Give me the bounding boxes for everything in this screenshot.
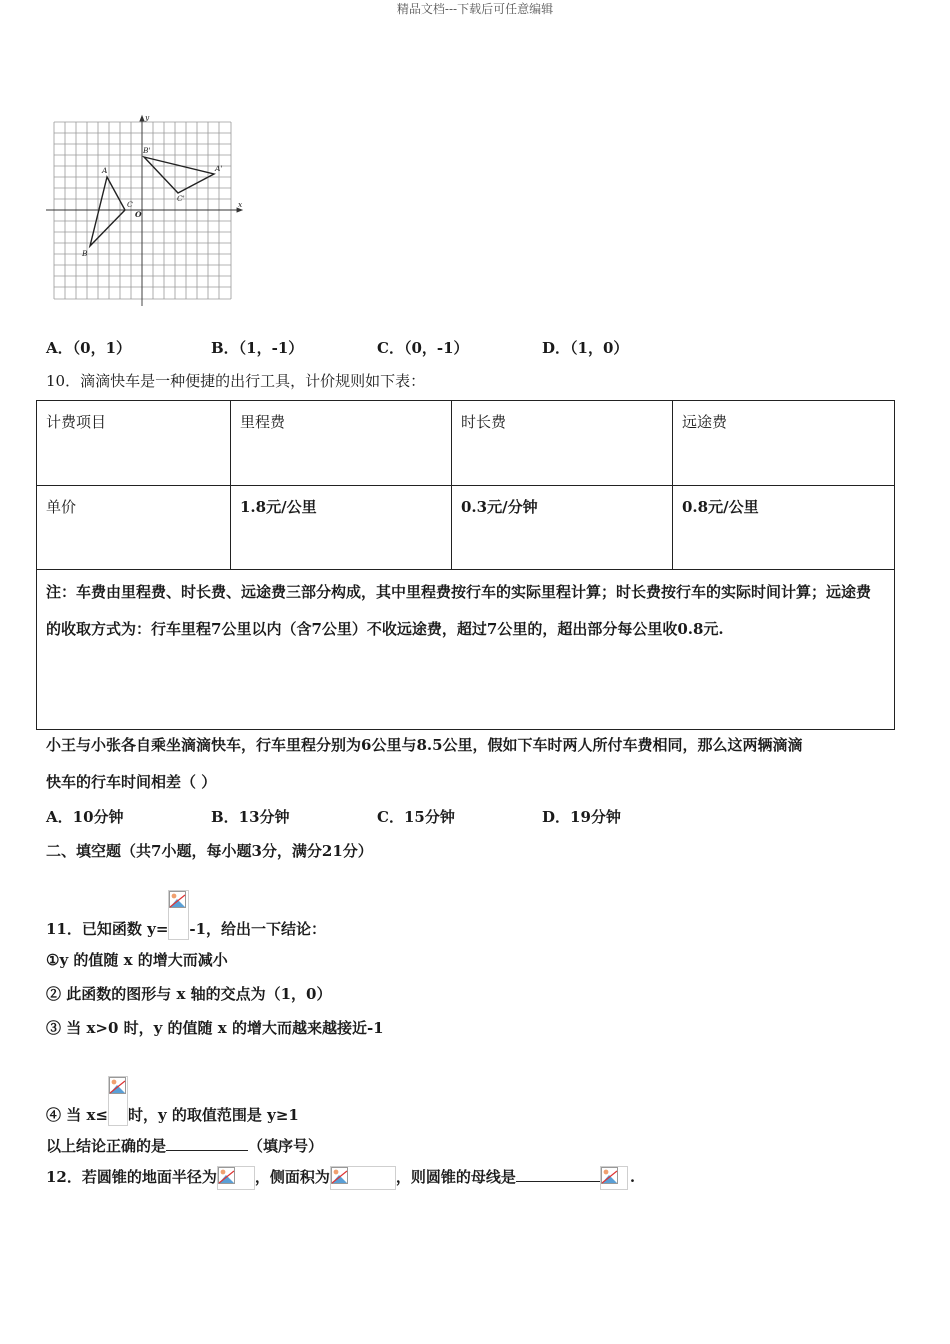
label-c-prime: C' (177, 194, 185, 203)
table-cell: 0.8元/公里 (673, 486, 895, 570)
q12-stem (46, 1166, 635, 1190)
q10-stem: 10．滴滴快车是一种便捷的出行工具，计价规则如下表： (46, 372, 426, 390)
page-header: 精品文档---下载后可任意编辑 (396, 2, 554, 16)
table-cell: 单价 (37, 486, 231, 570)
formula-image-placeholder (168, 890, 189, 940)
q9-option-c: C．（0，-1） (377, 339, 469, 357)
table-note: 注：车费由里程费、时长费、远途费三部分构成，其中里程费按行车的实际里程计算；时长费按行车的实际时间计算；远途费的收取方式为：行车里程7公里以内（含7公里）不收远途费，超过7公里的，超出部分每公里收0.8元. (37, 570, 895, 730)
table-cell: 1.8元/公里 (231, 486, 452, 570)
label-x: x (238, 200, 243, 209)
table-note-row (37, 570, 895, 730)
answer-blank[interactable] (516, 1181, 600, 1182)
label-b-prime: B' (143, 146, 151, 155)
q11-conclusion-2: ② 此函数的图形与 x 轴的交点为（1，0） (46, 985, 332, 1003)
q11-conclusion-1: ①y 的值随 x 的增大而减小 (46, 951, 228, 969)
section-title: 二、填空题（共7小题，每小题3分，满分21分） (46, 842, 373, 860)
table-row (37, 486, 895, 570)
q11-stem-post: -1，给出一下结论： (189, 920, 327, 938)
broken-image-icon (109, 1077, 126, 1094)
label-y: y (145, 113, 150, 122)
q9-option-b: B．（1，-1） (211, 339, 304, 357)
q11-answer-post: （填序号） (248, 1137, 324, 1155)
q11-c4-pre: ④ 当 x≤ (46, 1106, 108, 1124)
q11-stem-pre: 11．已知函数 y= (46, 920, 169, 938)
q12-part1: 12．若圆锥的地面半径为 (46, 1168, 217, 1186)
q11-c4-post: 时，y 的取值范围是 y≥1 (127, 1106, 299, 1124)
label-a: A (102, 166, 108, 175)
y-arrow (140, 116, 144, 121)
q9-option-d: D．（1，0） (542, 339, 629, 357)
table-header-cell: 计费项目 (37, 401, 231, 486)
q12-end: . (629, 1168, 636, 1186)
q10-question-line1: 小王与小张各自乘坐滴滴快车，行车里程分别为6公里与8.5公里，假如下车时两人所付车费相同，那么这两辆滴滴 (46, 736, 803, 754)
q11-answer (46, 1135, 323, 1156)
q10-option-a: A．10分钟 (46, 808, 124, 826)
q10-option-b: B．13分钟 (211, 808, 290, 826)
formula-image-placeholder (330, 1166, 396, 1190)
q10-question-line2: 快车的行车时间相差（ ） (46, 773, 217, 791)
broken-image-icon (601, 1167, 618, 1184)
q9-option-a: A．（0，1） (46, 339, 132, 357)
table-cell: 0.3元/分钟 (452, 486, 673, 570)
label-c: C (127, 200, 133, 209)
table-header-row (37, 401, 895, 486)
q11-answer-pre: 以上结论正确的是 (46, 1137, 167, 1155)
q11-conclusion-3: ③ 当 x>0 时，y 的值随 x 的增大而越来越接近-1 (46, 1019, 384, 1037)
table-header-cell: 时长费 (452, 401, 673, 486)
q10-option-d: D．19分钟 (542, 808, 621, 826)
q11-stem (46, 890, 326, 940)
fare-table (36, 400, 895, 730)
broken-image-icon (169, 891, 186, 908)
broken-image-icon (218, 1167, 235, 1184)
q12-part3: ，则圆锥的母线是 (395, 1168, 516, 1186)
axes (46, 116, 242, 306)
q11-conclusion-4 (46, 1076, 299, 1126)
broken-image-icon (331, 1167, 348, 1184)
label-o: O (135, 210, 142, 219)
coordinate-figure (40, 110, 250, 310)
formula-image-placeholder (600, 1166, 628, 1190)
q10-option-c: C．15分钟 (377, 808, 455, 826)
label-b: B (82, 249, 88, 258)
table-header-cell: 远途费 (673, 401, 895, 486)
answer-blank[interactable] (166, 1150, 248, 1151)
q12-part2: ，侧面积为 (254, 1168, 330, 1186)
label-a-prime: A' (215, 164, 223, 173)
formula-image-placeholder (217, 1166, 255, 1190)
formula-image-placeholder (108, 1076, 128, 1126)
table-header-cell: 里程费 (231, 401, 452, 486)
